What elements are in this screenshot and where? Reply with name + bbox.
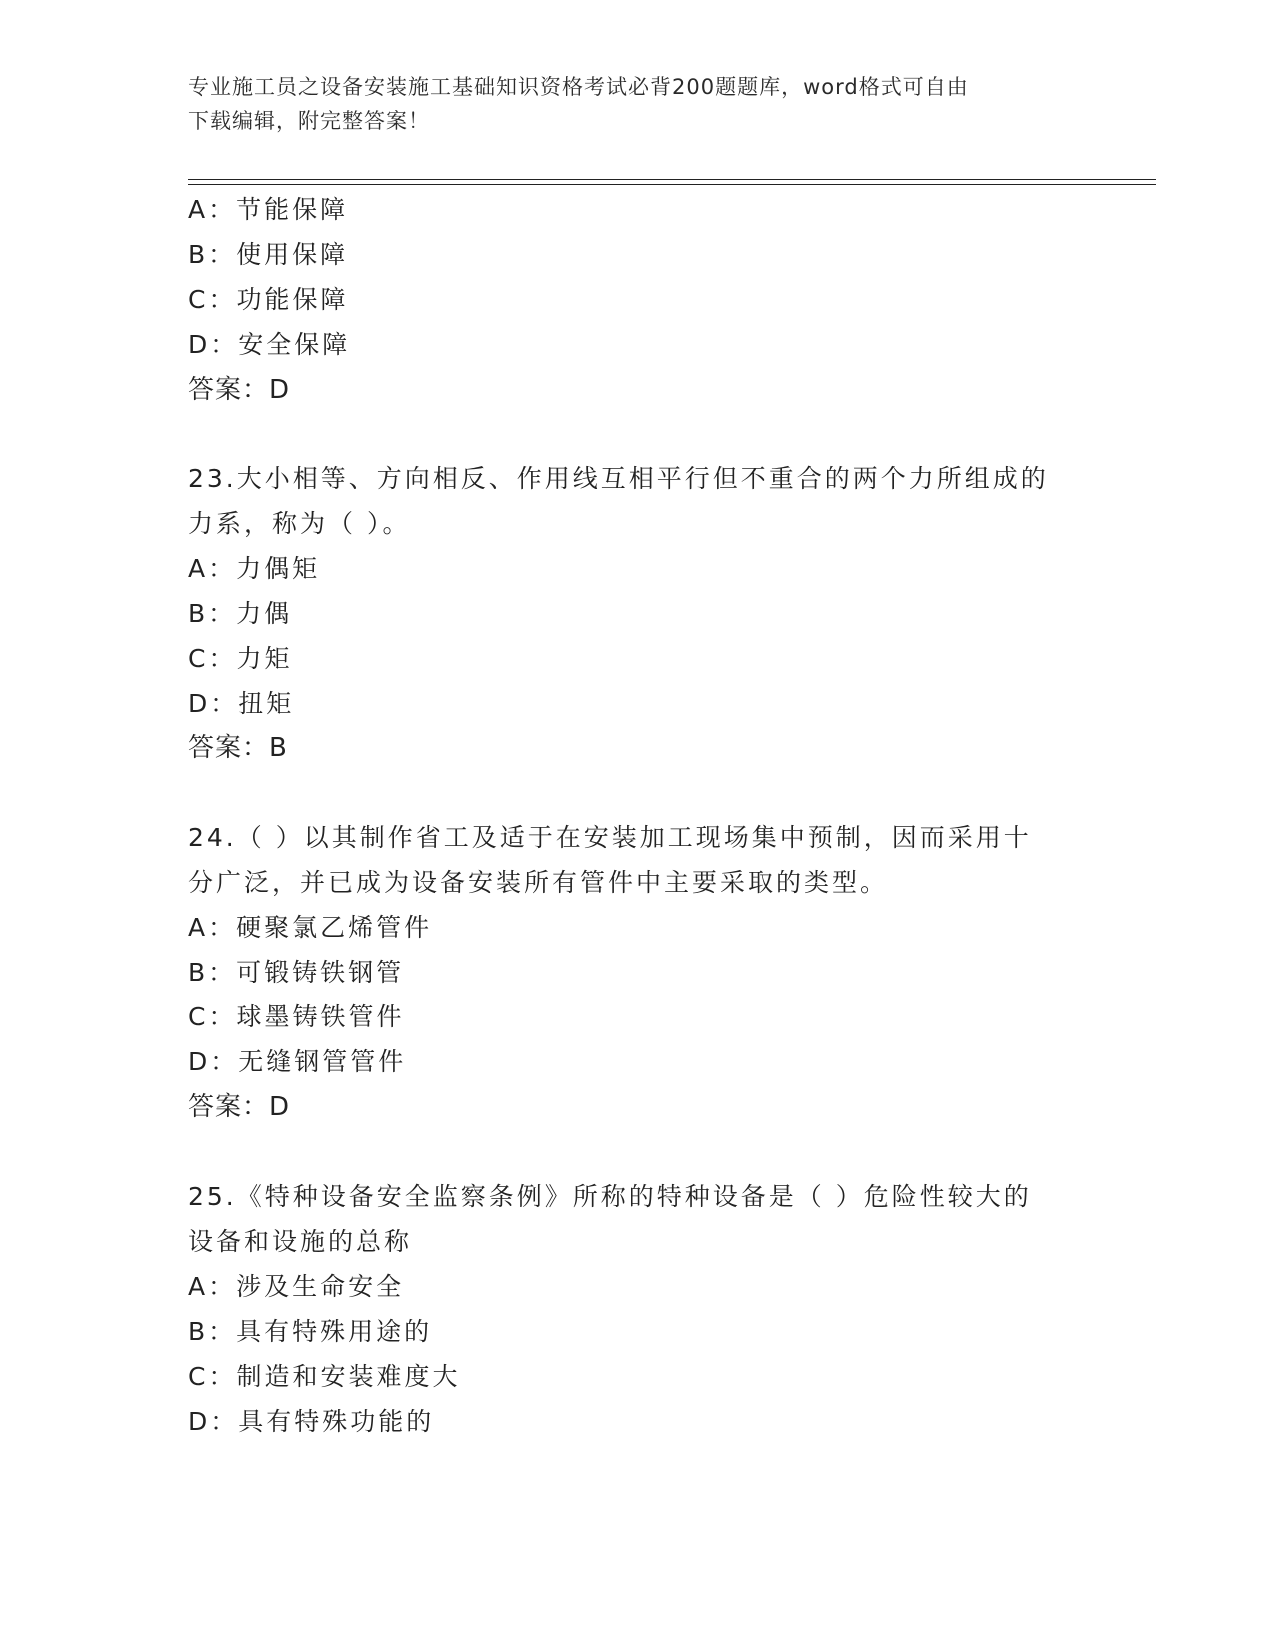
q25-option-a: A：涉及生命安全 [188,1272,405,1301]
q24-option-d: D：无缝钢管管件 [188,1047,407,1076]
q23-stem-line-1: 23.大小相等、方向相反、作用线互相平行但不重合的两个力所组成的 [188,464,1049,493]
q24-stem-line-1: 24.（ ）以其制作省工及适于在安装加工现场集中预制，因而采用十 [188,823,1032,852]
q24-option-a: A：硬聚氯乙烯管件 [188,913,433,942]
q22-answer: 答案：D [188,375,291,405]
q23-stem-line-2: 力系，称为（ ）。 [188,509,411,538]
q22-option-a: A：节能保障 [188,195,349,224]
q24-answer: 答案：D [188,1092,291,1122]
q25-stem-line-1: 25.《特种设备安全监察条例》所称的特种设备是（ ）危险性较大的 [188,1182,1032,1211]
header-line-1: 专业施工员之设备安装施工基础知识资格考试必背200题题库，word格式可自由 [188,75,969,99]
document-header [188,70,1088,138]
header-divider-top [188,179,1156,180]
q23-answer: 答案：B [188,733,288,763]
q22-option-d: D：安全保障 [188,330,351,359]
q22-option-b: B：使用保障 [188,240,349,269]
q24-option-c: C：球墨铸铁管件 [188,1002,405,1031]
q25-option-d: D：具有特殊功能的 [188,1407,435,1436]
q22-option-c: C：功能保障 [188,285,349,314]
q24-option-b: B：可锻铸铁钢管 [188,958,405,987]
q23-option-b: B：力偶 [188,599,293,628]
header-line-2: 下载编辑，附完整答案！ [188,109,430,133]
q25-option-b: B：具有特殊用途的 [188,1317,433,1346]
header-divider-bottom [188,184,1156,185]
q23-option-d: D：扭矩 [188,689,295,718]
q25-stem-line-2: 设备和设施的总称 [188,1227,413,1256]
q24-stem-line-2: 分广泛，并已成为设备安装所有管件中主要采取的类型。 [188,868,889,897]
q23-option-a: A：力偶矩 [188,554,321,583]
q25-option-c: C：制造和安装难度大 [188,1362,461,1391]
q23-option-c: C：力矩 [188,644,293,673]
